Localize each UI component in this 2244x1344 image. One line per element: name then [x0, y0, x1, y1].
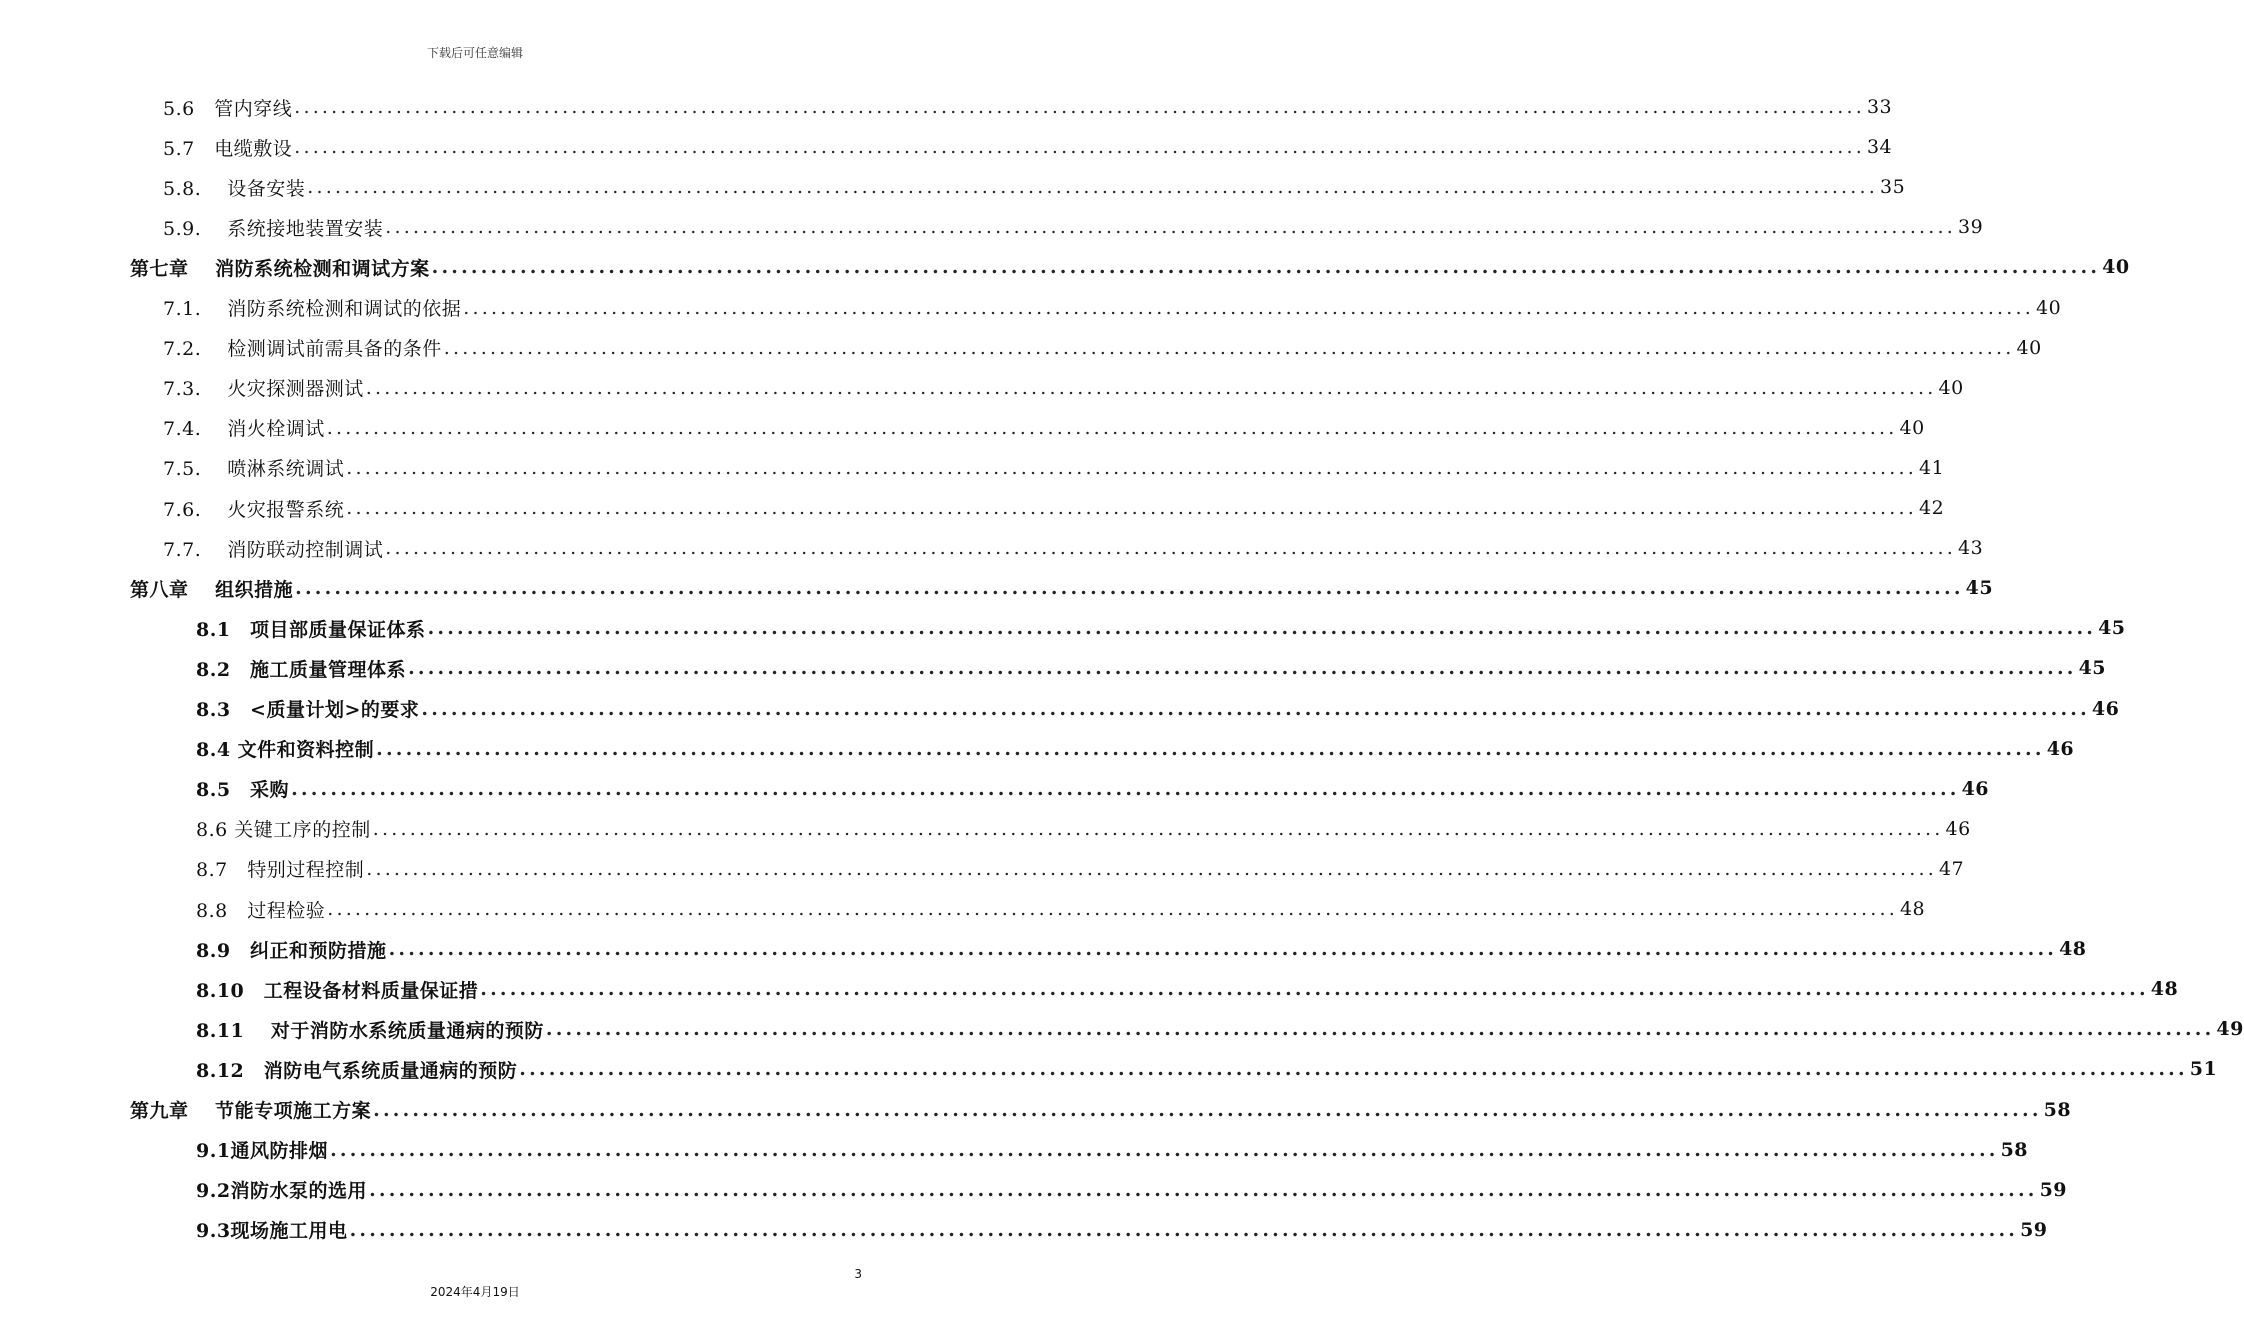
toc-dot-leader — [463, 297, 2034, 319]
toc-entry[interactable] — [0, 1049, 2218, 1089]
page-number: 3 — [854, 1267, 862, 1281]
toc-entry[interactable] — [0, 929, 2087, 969]
toc-entry-page: 41 — [1919, 456, 1945, 479]
toc-entry-title: 8.4 文件和资料控制 — [196, 739, 375, 762]
toc-dot-leader — [366, 858, 1937, 880]
toc-entry-title: 5.7 电缆敷设 — [163, 137, 293, 160]
toc-entry-page: 59 — [2020, 1218, 2048, 1241]
toc-entry[interactable] — [0, 648, 2107, 688]
toc-entry[interactable] — [0, 328, 2042, 368]
toc-dot-leader — [389, 938, 2058, 960]
toc-dot-leader — [346, 457, 1917, 479]
toc-entry-title: 8.8 过程检验 — [196, 899, 326, 922]
toc-entry[interactable] — [0, 568, 1994, 608]
toc-entry[interactable] — [0, 488, 1945, 528]
toc-entry-page: 59 — [2039, 1178, 2068, 1201]
toc-entry-title: 8.2 施工质量管理体系 — [196, 658, 407, 681]
toc-entry[interactable] — [0, 1170, 2068, 1210]
toc-dot-leader — [408, 657, 2077, 679]
toc-entry[interactable] — [0, 849, 1965, 889]
toc-dot-leader — [327, 898, 1898, 920]
toc-dot-leader — [307, 176, 1878, 198]
toc-entry-page: 40 — [2016, 336, 2042, 359]
toc-entry[interactable] — [0, 1210, 2048, 1250]
toc-entry-title: 第八章 组织措施 — [130, 578, 294, 601]
toc-entry-page: 48 — [2150, 978, 2179, 1001]
toc-dot-leader — [350, 1219, 2019, 1241]
toc-entry-title: 5.9. 系统接地装置安装 — [163, 217, 384, 240]
toc-dot-leader — [366, 377, 1937, 399]
toc-entry-title: 8.11 对于消防水系统质量通病的预防 — [196, 1019, 544, 1042]
toc-entry-page: 48 — [2059, 938, 2087, 961]
toc-entry[interactable] — [0, 1009, 2244, 1049]
toc-dot-leader — [432, 256, 2101, 278]
toc-dot-leader — [421, 698, 2090, 720]
toc-entry-page: 58 — [2000, 1138, 2029, 1161]
toc-entry[interactable] — [0, 1130, 2029, 1170]
toc-entry-page: 34 — [1866, 136, 1893, 159]
toc-dot-leader — [480, 978, 2149, 1000]
toc-dot-leader — [373, 1099, 2042, 1121]
toc-dot-leader — [295, 577, 1964, 599]
toc-entry[interactable] — [0, 167, 1906, 207]
toc-dot-leader — [330, 1139, 1999, 1161]
toc-entry-title: 7.1. 消防系统检测和调试的依据 — [163, 298, 462, 320]
toc-dot-leader — [294, 96, 1865, 118]
toc-dot-leader — [373, 818, 1944, 840]
toc-entry[interactable] — [0, 889, 1926, 929]
toc-dot-leader — [385, 216, 1956, 238]
toc-dot-leader — [444, 337, 2015, 359]
toc-entry[interactable] — [0, 689, 2120, 729]
toc-entry[interactable] — [0, 608, 2126, 648]
toc-entry[interactable] — [0, 528, 1984, 568]
toc-entry-title: 8.10 工程设备材料质量保证措 — [196, 979, 479, 1002]
toc-entry-page: 40 — [2036, 296, 2062, 319]
toc-entry-title: 8.12 消防电气系统质量通病的预防 — [196, 1059, 518, 1082]
toc-entry-title: 5.8. 设备安装 — [163, 177, 306, 200]
toc-entry-title: 8.5 采购 — [196, 779, 290, 802]
page-footer-date: 2024年4月19日 — [430, 1285, 520, 1299]
toc-entry[interactable] — [0, 368, 1964, 408]
toc-entry[interactable] — [0, 288, 2062, 328]
toc-entry-title: 8.9 纠正和预防措施 — [196, 939, 387, 962]
toc-dot-leader — [385, 537, 1956, 559]
toc-entry[interactable] — [0, 127, 1893, 167]
toc-entry[interactable] — [0, 247, 2130, 287]
toc-dot-leader — [327, 417, 1898, 439]
toc-entry-title: 第七章 消防系统检测和调试方案 — [130, 257, 430, 280]
toc-entry-page: 46 — [2046, 737, 2075, 760]
toc-entry-page: 45 — [2098, 617, 2126, 640]
toc-entry[interactable] — [0, 729, 2075, 769]
page-header: 下载后可任意编辑 — [426, 46, 523, 60]
toc-entry-title: 5.6 管内穿线 — [163, 97, 293, 120]
toc-entry[interactable] — [0, 809, 1971, 849]
toc-entry-page: 43 — [1958, 537, 1984, 560]
toc-entry-page: 35 — [1880, 176, 1906, 199]
toc-entry[interactable] — [0, 969, 2179, 1009]
toc-dot-leader — [294, 136, 1865, 158]
toc-entry-title: 7.3. 火灾探测器测试 — [163, 378, 364, 401]
toc-entry-page: 49 — [2216, 1018, 2244, 1041]
toc-entry-title: 9.1通风防排烟 — [196, 1140, 329, 1163]
toc-entry-title: 7.7. 消防联动控制调试 — [163, 538, 384, 561]
toc-entry-title: 9.3现场施工用电 — [196, 1220, 348, 1243]
toc-entry-title: 9.2消防水泵的选用 — [196, 1180, 368, 1203]
toc-dot-leader — [546, 1018, 2215, 1040]
toc-entry-page: 46 — [1961, 777, 1990, 800]
toc-entry-title: 7.5. 喷淋系统调试 — [163, 458, 345, 481]
toc-entry[interactable] — [0, 448, 1945, 488]
toc-entry-page: 51 — [2189, 1058, 2218, 1081]
toc-entry-page: 39 — [1958, 216, 1984, 239]
toc-entry-page: 42 — [1919, 497, 1945, 519]
toc-entry-page: 46 — [1945, 817, 1971, 840]
toc-entry-title: 8.7 特别过程控制 — [196, 859, 365, 882]
toc-dot-leader — [346, 497, 1917, 519]
toc-entry-page: 40 — [1938, 376, 1964, 399]
toc-dot-leader — [369, 1179, 2038, 1201]
toc-entry-title: 8.6 关键工序的控制 — [196, 819, 371, 842]
toc-dot-leader — [428, 617, 2097, 639]
toc-dot-leader — [519, 1058, 2188, 1080]
toc-entry-title: 8.1 项目部质量保证体系 — [196, 618, 426, 641]
toc-entry[interactable] — [0, 769, 1990, 809]
toc-entry-page: 40 — [1899, 416, 1925, 439]
toc-entry-page: 40 — [2102, 256, 2130, 279]
toc-entry-page: 46 — [2091, 697, 2120, 720]
toc-entry-title: 7.4. 消火栓调试 — [163, 418, 325, 441]
toc-dot-leader — [376, 738, 2045, 760]
toc-entry-title: 7.6. 火灾报警系统 — [163, 498, 345, 521]
toc-entry[interactable] — [0, 1090, 2072, 1130]
toc-dot-leader — [291, 778, 1960, 800]
toc-entry-page: 48 — [1899, 898, 1926, 920]
toc-entry[interactable] — [0, 408, 1925, 448]
toc-entry-title: 第九章 节能专项施工方案 — [130, 1100, 372, 1122]
toc-entry-page: 58 — [2043, 1098, 2072, 1121]
toc-entry-title: 7.2. 检测调试前需具备的条件 — [163, 338, 442, 361]
toc-entry[interactable] — [0, 207, 1984, 247]
toc-entry-page: 45 — [2078, 657, 2107, 680]
toc-entry-page: 47 — [1938, 857, 1965, 880]
toc-entry[interactable] — [0, 87, 1893, 127]
toc-entry-title: 8.3 <质量计划>的要求 — [196, 699, 420, 721]
toc-entry-page: 45 — [1965, 577, 1994, 600]
toc-entry-page: 33 — [1866, 96, 1893, 118]
